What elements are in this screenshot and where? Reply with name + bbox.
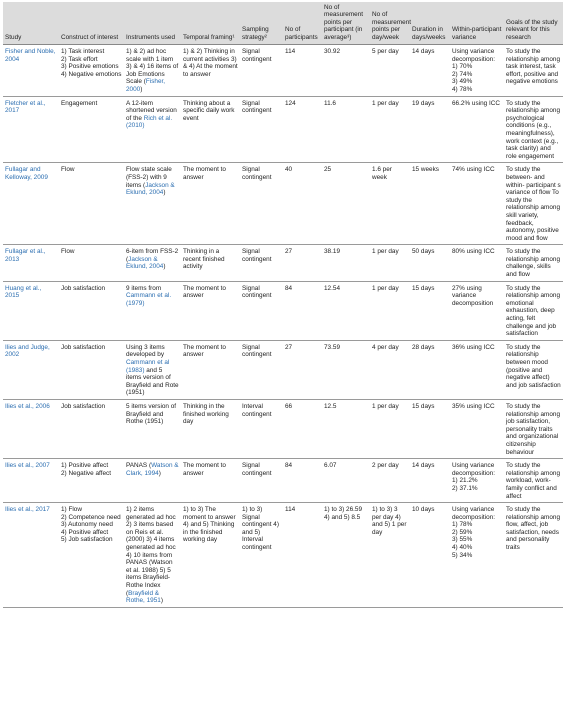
temporal-text: Thinking in a recent finished activity <box>183 248 225 271</box>
cell-construct <box>59 503 124 608</box>
study-citation: Ilies et al., 2007 <box>5 462 50 470</box>
cell-goals <box>504 163 563 245</box>
points-total-value: 6.07 <box>324 462 337 470</box>
table-row <box>3 45 563 97</box>
goals-text: To study the relationship among psychological conditions (e.g., meaningfulness), work context (e.g., task clarity) and role engagement <box>506 99 560 160</box>
cell-goals <box>504 503 563 608</box>
cell-duration <box>410 503 450 608</box>
cell-instruments <box>124 245 181 281</box>
cell-study <box>3 245 59 281</box>
cell-variance <box>450 163 504 245</box>
goals-text: To study the relationship among job satisfaction, personality traits and organizational citizenship behaviour <box>506 402 560 456</box>
cell-temporal <box>181 245 240 281</box>
cell-study <box>3 503 59 608</box>
cell-points-total <box>322 163 370 245</box>
instruments-text: Using 3 items developed by <box>126 343 165 359</box>
cell-points-total <box>322 503 370 608</box>
participants-value: 40 <box>285 166 293 174</box>
cell-goals <box>504 340 563 399</box>
sampling-text: Signal contingent <box>242 99 272 115</box>
cell-participants <box>283 245 322 281</box>
header-temporal: Temporal framing¹ <box>181 2 240 45</box>
participants-value: 124 <box>285 99 296 107</box>
construct-item: 5) Job satisfaction <box>61 536 113 544</box>
cell-duration <box>410 399 450 458</box>
variance-item: 1) 21.2% <box>452 477 478 485</box>
points-day-value: 1 per day <box>372 284 399 292</box>
cell-construct <box>59 281 124 340</box>
cell-temporal <box>181 281 240 340</box>
variance-item: 1) 70% <box>452 63 473 71</box>
sampling-text: Signal contingent <box>242 343 272 359</box>
cell-variance <box>450 245 504 281</box>
points-day-value: 2 per day <box>372 462 399 470</box>
cell-duration <box>410 340 450 399</box>
variance-item: 3) 55% <box>452 536 473 544</box>
instruments-tail: ) <box>158 469 161 477</box>
temporal-text: Thinking about a specific daily work event <box>183 99 235 122</box>
goals-text: To study the relationship among challenge, skills and flow <box>506 248 560 279</box>
points-day-value: 1 per day <box>372 248 399 256</box>
points-total-value: 25 <box>324 166 332 174</box>
cell-duration <box>410 245 450 281</box>
variance-item: 74% using ICC <box>452 166 495 174</box>
instruments-reference: Fisher, 2000 <box>126 78 166 93</box>
instruments-tail: ) <box>140 86 143 93</box>
cell-temporal <box>181 96 240 163</box>
goals-text: To study the relationship between mood (positive and negative affect) and job satisfaction <box>506 343 561 389</box>
cell-variance <box>450 399 504 458</box>
header-variance: Within-participant variance <box>450 2 504 45</box>
temporal-text: The moment to answer <box>183 284 226 300</box>
table-body <box>3 45 563 608</box>
cell-sampling <box>240 96 283 163</box>
cell-sampling <box>240 399 283 458</box>
goals-text: To study the relationship among flow, affect, job satisfaction, needs and personality traits <box>506 506 560 552</box>
cell-instruments <box>124 281 181 340</box>
participants-value: 27 <box>285 343 293 351</box>
participants-value: 27 <box>285 248 293 256</box>
study-citation: Huang et al., 2015 <box>5 284 42 300</box>
cell-points-day <box>370 45 410 97</box>
points-total-value: 12.5 <box>324 402 337 410</box>
variance-item: Using variance decomposition: <box>452 462 495 477</box>
points-day-value: 1.6 per week <box>372 166 392 181</box>
cell-construct <box>59 459 124 503</box>
instruments-text: 1) & 2) ad hoc scale with 1 item 3) & 4) 16 items of Job Emotions Scale ( <box>126 48 179 86</box>
cell-sampling <box>240 163 283 245</box>
cell-sampling <box>240 340 283 399</box>
points-day-value: 1) to 3) 3 per day 4) and 5) 1 per day <box>372 506 407 536</box>
header-study: Study <box>3 2 59 45</box>
temporal-text: The moment to answer <box>183 166 226 181</box>
duration-value: 19 days <box>412 99 435 107</box>
instruments-reference: Jackson & Eklund, 2004 <box>126 181 175 197</box>
study-citation: Fullagar et al., 2013 <box>5 248 46 263</box>
cell-temporal <box>181 399 240 458</box>
header-points-total: No of measurement points per participant (in average³) <box>322 2 370 45</box>
instruments-reference: Cammann et al. (1979) <box>126 292 172 307</box>
construct-item: Flow <box>61 166 75 174</box>
construct-item: 2) Task effort <box>61 55 98 63</box>
cell-points-total <box>322 245 370 281</box>
instruments-text: 5 items version of Brayfield and Rothe (1951) <box>126 402 177 426</box>
table-row <box>3 245 563 281</box>
cell-participants <box>283 399 322 458</box>
header-points-day: No of measurement points per day/week <box>370 2 410 45</box>
cell-study <box>3 340 59 399</box>
cell-duration <box>410 281 450 340</box>
cell-points-day <box>370 96 410 163</box>
construct-item: 3) Positive emotions <box>61 63 119 71</box>
cell-goals <box>504 459 563 503</box>
cell-instruments <box>124 340 181 399</box>
temporal-text: 1) to 3) The moment to answer 4) and 5) Thinking in the finished working day <box>183 506 236 544</box>
cell-points-day <box>370 245 410 281</box>
instruments-text: Flow state scale (FSS-2) with 9 items ( <box>126 166 172 189</box>
participants-value: 114 <box>285 48 296 56</box>
sampling-text: Signal contingent <box>242 462 272 477</box>
cell-temporal <box>181 45 240 97</box>
points-day-value: 1 per day <box>372 402 399 410</box>
instruments-text: 9 items from <box>126 284 162 292</box>
construct-item: 4) Negative emotions <box>61 70 122 78</box>
instruments-reference: Cammann et al (1983) <box>126 359 170 374</box>
table-row <box>3 399 563 458</box>
cell-instruments <box>124 503 181 608</box>
variance-item: 35% using ICC <box>452 402 495 410</box>
cell-sampling <box>240 45 283 97</box>
variance-item: 2) 59% <box>452 528 473 536</box>
cell-sampling <box>240 245 283 281</box>
cell-points-total <box>322 45 370 97</box>
cell-participants <box>283 163 322 245</box>
construct-item: 1) Positive affect <box>61 462 109 470</box>
sampling-text: 1) to 3) Signal contingent 4) and 5) Interval contingent <box>242 506 279 552</box>
table-row <box>3 503 563 608</box>
header-goals: Goals of the study relevant for this research <box>504 2 563 45</box>
construct-item: Job satisfaction <box>61 402 106 410</box>
sampling-text: Signal contingent <box>242 48 272 63</box>
cell-points-total <box>322 281 370 340</box>
cell-participants <box>283 503 322 608</box>
points-day-value: 1 per day <box>372 99 399 107</box>
cell-sampling <box>240 281 283 340</box>
points-total-value: 1) to 3) 26.59 4) and 5) 8.5 <box>324 506 363 521</box>
instruments-reference: Rich et al. (2010) <box>126 114 173 130</box>
cell-participants <box>283 340 322 399</box>
sampling-text: Signal contingent <box>242 284 272 300</box>
variance-item: 4) 40% <box>452 544 473 552</box>
instruments-tail: ) <box>160 597 163 605</box>
points-total-value: 30.92 <box>324 48 340 56</box>
duration-value: 15 days <box>412 402 435 410</box>
goals-text: To study the relationship among emotional exhaustion, deep acting, felt challenge and job satisfaction <box>506 284 560 338</box>
cell-study <box>3 45 59 97</box>
variance-item: 27% using variance decomposition <box>452 284 494 307</box>
cell-instruments <box>124 96 181 163</box>
cell-goals <box>504 281 563 340</box>
cell-construct <box>59 245 124 281</box>
participants-value: 84 <box>285 462 293 470</box>
instruments-text: 6-item from FSS-2 ( <box>126 248 179 263</box>
points-day-value: 5 per day <box>372 48 399 56</box>
duration-value: 15 days <box>412 284 435 292</box>
cell-study <box>3 163 59 245</box>
duration-value: 15 weeks <box>412 166 439 174</box>
temporal-text: The moment to answer <box>183 343 226 359</box>
construct-item: Engagement <box>61 99 98 107</box>
variance-item: 5) 34% <box>452 551 473 559</box>
construct-item: Flow <box>61 248 75 256</box>
instruments-reference: Watson & Clark, 1994 <box>126 462 179 477</box>
cell-points-day <box>370 340 410 399</box>
instruments-tail: and 5 items version of Brayfield and Rote (1951) <box>126 366 179 397</box>
cell-instruments <box>124 459 181 503</box>
cell-goals <box>504 96 563 163</box>
temporal-text: Thinking in the finished working day <box>183 402 229 426</box>
table-row <box>3 96 563 163</box>
duration-value: 14 days <box>412 462 435 470</box>
study-citation: Fisher and Noble, 2004 <box>5 48 56 63</box>
cell-points-total <box>322 340 370 399</box>
variance-item: 4) 78% <box>452 86 473 93</box>
cell-participants <box>283 459 322 503</box>
cell-duration <box>410 163 450 245</box>
cell-participants <box>283 281 322 340</box>
goals-text: To study the relationship among task interest, task effort, positive and negative emotions <box>506 48 560 86</box>
points-total-value: 38.19 <box>324 248 340 256</box>
variance-item: 2) 74% <box>452 70 473 78</box>
cell-instruments <box>124 399 181 458</box>
points-total-value: 73.59 <box>324 343 340 351</box>
variance-item: 3) 49% <box>452 78 473 86</box>
cell-points-day <box>370 459 410 503</box>
variance-item: 1) 78% <box>452 521 473 529</box>
cell-points-day <box>370 163 410 245</box>
variance-item: 80% using ICC <box>452 248 495 256</box>
construct-item: 2) Competence need <box>61 513 121 521</box>
instruments-tail: ) <box>163 263 166 271</box>
cell-temporal <box>181 340 240 399</box>
instruments-text: 1) 2 items generated ad hoc 2) 3 items based on Reis et al. (2000) 3) 4 items generated ad hoc 4) 10 items from PANAS (Watson et al. 1988) 5) 5 items Brayfield-Rothe Index ( <box>126 506 176 597</box>
table-row <box>3 459 563 503</box>
instruments-tail: ) <box>163 189 166 197</box>
cell-sampling <box>240 503 283 608</box>
study-citation: Fletcher et al., 2017 <box>5 99 46 115</box>
points-day-value: 4 per day <box>372 343 399 351</box>
construct-item: 1) Flow <box>61 506 82 514</box>
variance-item: Using variance decomposition: <box>452 48 495 63</box>
cell-duration <box>410 96 450 163</box>
cell-construct <box>59 45 124 97</box>
cell-points-day <box>370 399 410 458</box>
cell-goals <box>504 245 563 281</box>
cell-sampling <box>240 459 283 503</box>
cell-goals <box>504 399 563 458</box>
study-citation: Ilies et al., 2017 <box>5 506 50 514</box>
table-row <box>3 340 563 399</box>
cell-study <box>3 399 59 458</box>
table-row <box>3 163 563 245</box>
participants-value: 114 <box>285 506 296 514</box>
cell-construct <box>59 340 124 399</box>
header-instruments: Instruments used <box>124 2 181 45</box>
points-total-value: 11.6 <box>324 99 336 107</box>
instruments-text: A 12-item shortened version of the <box>126 99 177 122</box>
cell-variance <box>450 503 504 608</box>
construct-item: 1) Task interest <box>61 48 105 56</box>
duration-value: 14 days <box>412 48 435 56</box>
table-row <box>3 281 563 340</box>
construct-item: 4) Positive affect <box>61 528 109 536</box>
cell-temporal <box>181 503 240 608</box>
studies-table <box>3 2 563 608</box>
cell-points-total <box>322 96 370 163</box>
instruments-reference: Jackson & Eklund, 2004 <box>126 255 164 271</box>
variance-item: 66.2% using ICC <box>452 99 500 107</box>
cell-duration <box>410 459 450 503</box>
header-sampling: Sampling strategy² <box>240 2 283 45</box>
duration-value: 10 days <box>412 506 435 514</box>
cell-variance <box>450 45 504 97</box>
cell-variance <box>450 340 504 399</box>
header-duration: Duration in days/weeks <box>410 2 450 45</box>
table-header-row <box>3 2 563 45</box>
variance-item: Using variance decomposition: <box>452 506 495 521</box>
construct-item: 3) Autonomy need <box>61 521 113 529</box>
cell-instruments <box>124 45 181 97</box>
sampling-text: Interval contingent <box>242 402 272 418</box>
cell-duration <box>410 45 450 97</box>
variance-item: 2) 37.1% <box>452 484 478 492</box>
cell-construct <box>59 96 124 163</box>
study-citation: Ilies et al., 2006 <box>5 402 50 410</box>
cell-temporal <box>181 163 240 245</box>
cell-points-day <box>370 281 410 340</box>
goals-text: To study the between- and within- participant s variance of flow To study the relationship among skill variety, feedback, autonomy, positive mood and flow <box>506 166 561 242</box>
cell-points-total <box>322 459 370 503</box>
cell-goals <box>504 45 563 97</box>
header-participants: No of participants <box>283 2 322 45</box>
cell-study <box>3 96 59 163</box>
cell-variance <box>450 459 504 503</box>
cell-construct <box>59 163 124 245</box>
study-citation: Ilies and Judge, 2002 <box>5 343 50 359</box>
study-citation: Fullagar and Kelloway, 2009 <box>5 166 48 181</box>
cell-points-total <box>322 399 370 458</box>
duration-value: 50 days <box>412 248 435 256</box>
variance-item: 36% using ICC <box>452 343 495 351</box>
construct-item: Job satisfaction <box>61 343 106 351</box>
duration-value: 28 days <box>412 343 435 351</box>
cell-instruments <box>124 163 181 245</box>
cell-study <box>3 281 59 340</box>
instruments-text: PANAS ( <box>126 462 152 470</box>
cell-participants <box>283 96 322 163</box>
points-total-value: 12.54 <box>324 284 340 292</box>
cell-study <box>3 459 59 503</box>
participants-value: 84 <box>285 284 293 292</box>
header-construct: Construct of interest <box>59 2 124 45</box>
cell-construct <box>59 399 124 458</box>
construct-item: Job satisfaction <box>61 284 106 292</box>
temporal-text: The moment to answer <box>183 462 226 477</box>
goals-text: To study the relationship among workload, work-family conflict and affect <box>506 462 560 500</box>
cell-participants <box>283 45 322 97</box>
temporal-text: 1) & 2) Thinking in current activities 3) & 4) At the moment to answer <box>183 48 238 78</box>
sampling-text: Signal contingent <box>242 248 272 263</box>
cell-points-day <box>370 503 410 608</box>
cell-variance <box>450 96 504 163</box>
participants-value: 66 <box>285 402 293 410</box>
sampling-text: Signal contingent <box>242 166 272 181</box>
instruments-reference: Brayfield & Rothe, 1951 <box>126 589 161 605</box>
cell-variance <box>450 281 504 340</box>
construct-item: 2) Negative affect <box>61 469 111 477</box>
cell-temporal <box>181 459 240 503</box>
